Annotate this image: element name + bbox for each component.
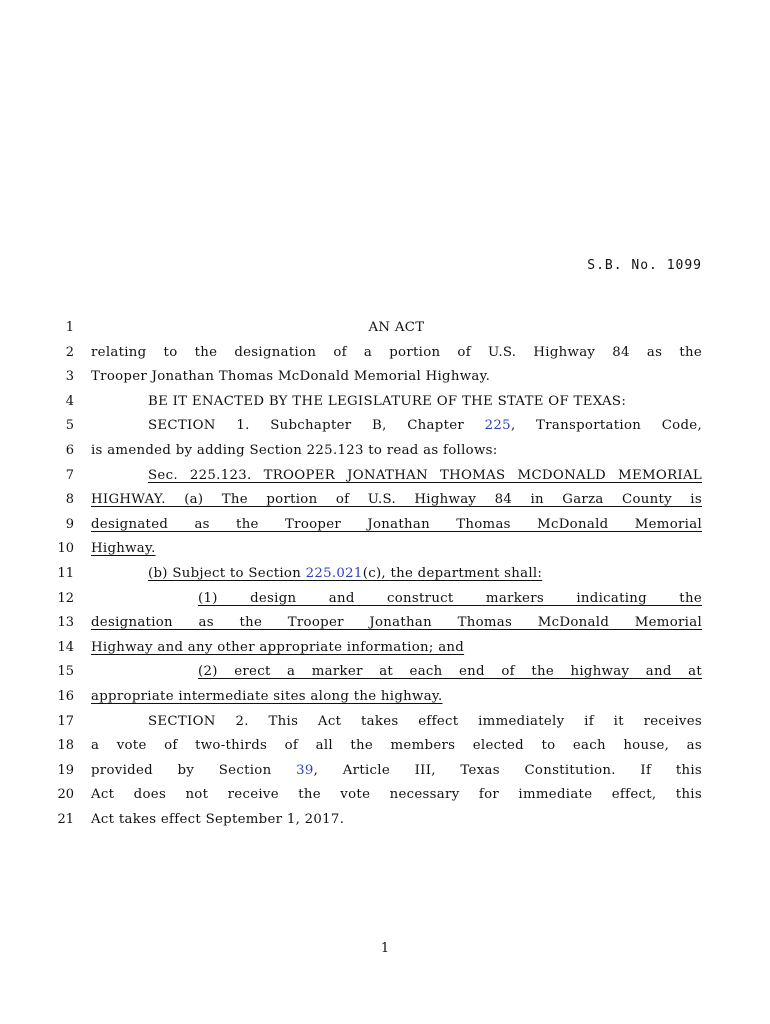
added-text-line (91, 564, 702, 589)
section-225-021-link[interactable]: 225.021 (305, 565, 363, 581)
line-number: 21 (57, 811, 74, 827)
text-span: provided by Section (91, 762, 297, 778)
line-number: 5 (65, 418, 74, 434)
added-text: designated as the Trooper Jonathan Thomas McDonald Memorial (91, 516, 702, 532)
added-text (148, 566, 542, 581)
line-number: 7 (65, 467, 74, 483)
line-number: 3 (65, 369, 74, 385)
section-1-line (91, 416, 702, 441)
act-heading: AN ACT (368, 320, 425, 335)
line-number: 16 (57, 688, 74, 704)
added-text: Highway and any other appropriate information; and (91, 639, 465, 655)
added-text: Highway. (91, 541, 156, 557)
added-text-line (91, 687, 702, 712)
line-number-gutter (0, 318, 74, 834)
line-number: 11 (57, 565, 74, 581)
line-number: 8 (65, 492, 74, 508)
line-number: 10 (57, 541, 74, 557)
text-span: , Article III, Texas Constitution. If this (313, 762, 703, 778)
section-2-line: Act takes effect September 1, 2017. (91, 811, 345, 827)
line-number: 14 (57, 639, 74, 655)
added-text-line (91, 466, 702, 491)
caption-line: relating to the designation of a portion of U.S. Highway 84 as the (91, 344, 702, 360)
added-text-line (91, 490, 702, 515)
section-2-line: a vote of two-thirds of all the members elected to each house, as (91, 738, 702, 754)
line-number: 1 (65, 320, 74, 335)
bill-number: S.B. No. 1099 (587, 258, 702, 273)
section-2-line: SECTION 2. This Act takes effect immediately if it receives (148, 713, 702, 729)
line-number: 19 (57, 762, 74, 778)
added-text: (2) erect a marker at each end of the highway and at (198, 664, 702, 680)
text-span: , Transportation Code, (510, 418, 702, 434)
line-number: 6 (65, 442, 74, 458)
added-text-line (91, 539, 702, 564)
added-text-line (91, 613, 702, 638)
section-2-line: Act does not receive the vote necessary for immediate effect, this (91, 787, 702, 803)
chapter-225-link[interactable]: 225 (484, 418, 511, 434)
added-text: designation as the Trooper Jonathan Thomas McDonald Memorial (91, 615, 702, 631)
line-number: 15 (57, 664, 74, 680)
line-number: 20 (57, 787, 74, 803)
added-text: Sec. 225.123. TROOPER JONATHAN THOMAS MCDONALD MEMORIAL (148, 467, 702, 483)
text-span: SECTION 1. Subchapter B, Chapter (148, 418, 485, 434)
line-number: 18 (57, 738, 74, 754)
line-number: 9 (65, 516, 74, 532)
added-text: appropriate intermediate sites along the highway. (91, 688, 443, 704)
added-text-line (91, 638, 702, 663)
added-text-line (91, 589, 702, 614)
section-2-line (91, 761, 702, 786)
caption-line: Trooper Jonathan Thomas McDonald Memorial Highway. (91, 369, 491, 385)
line-number: 13 (57, 615, 74, 631)
added-text-line (91, 515, 702, 540)
page-number: 1 (380, 941, 390, 956)
text-span: (c), the department shall: (362, 565, 543, 581)
added-text: HIGHWAY. (a) The portion of U.S. Highway 84 in Garza County is (91, 492, 702, 508)
section-39-link[interactable]: 39 (296, 762, 314, 778)
line-number: 12 (57, 590, 74, 606)
line-number: 17 (57, 713, 74, 729)
added-text: (1) design and construct markers indicating the (198, 590, 702, 606)
line-number: 4 (65, 393, 74, 409)
section-1-line: is amended by adding Section 225.123 to read as follows: (91, 442, 498, 458)
text-span: (b) Subject to Section (148, 565, 306, 581)
bill-text (91, 318, 702, 834)
enacting-clause: BE IT ENACTED BY THE LEGISLATURE OF THE STATE OF TEXAS: (148, 393, 627, 409)
line-number: 2 (65, 344, 74, 360)
added-text-line (91, 662, 702, 687)
